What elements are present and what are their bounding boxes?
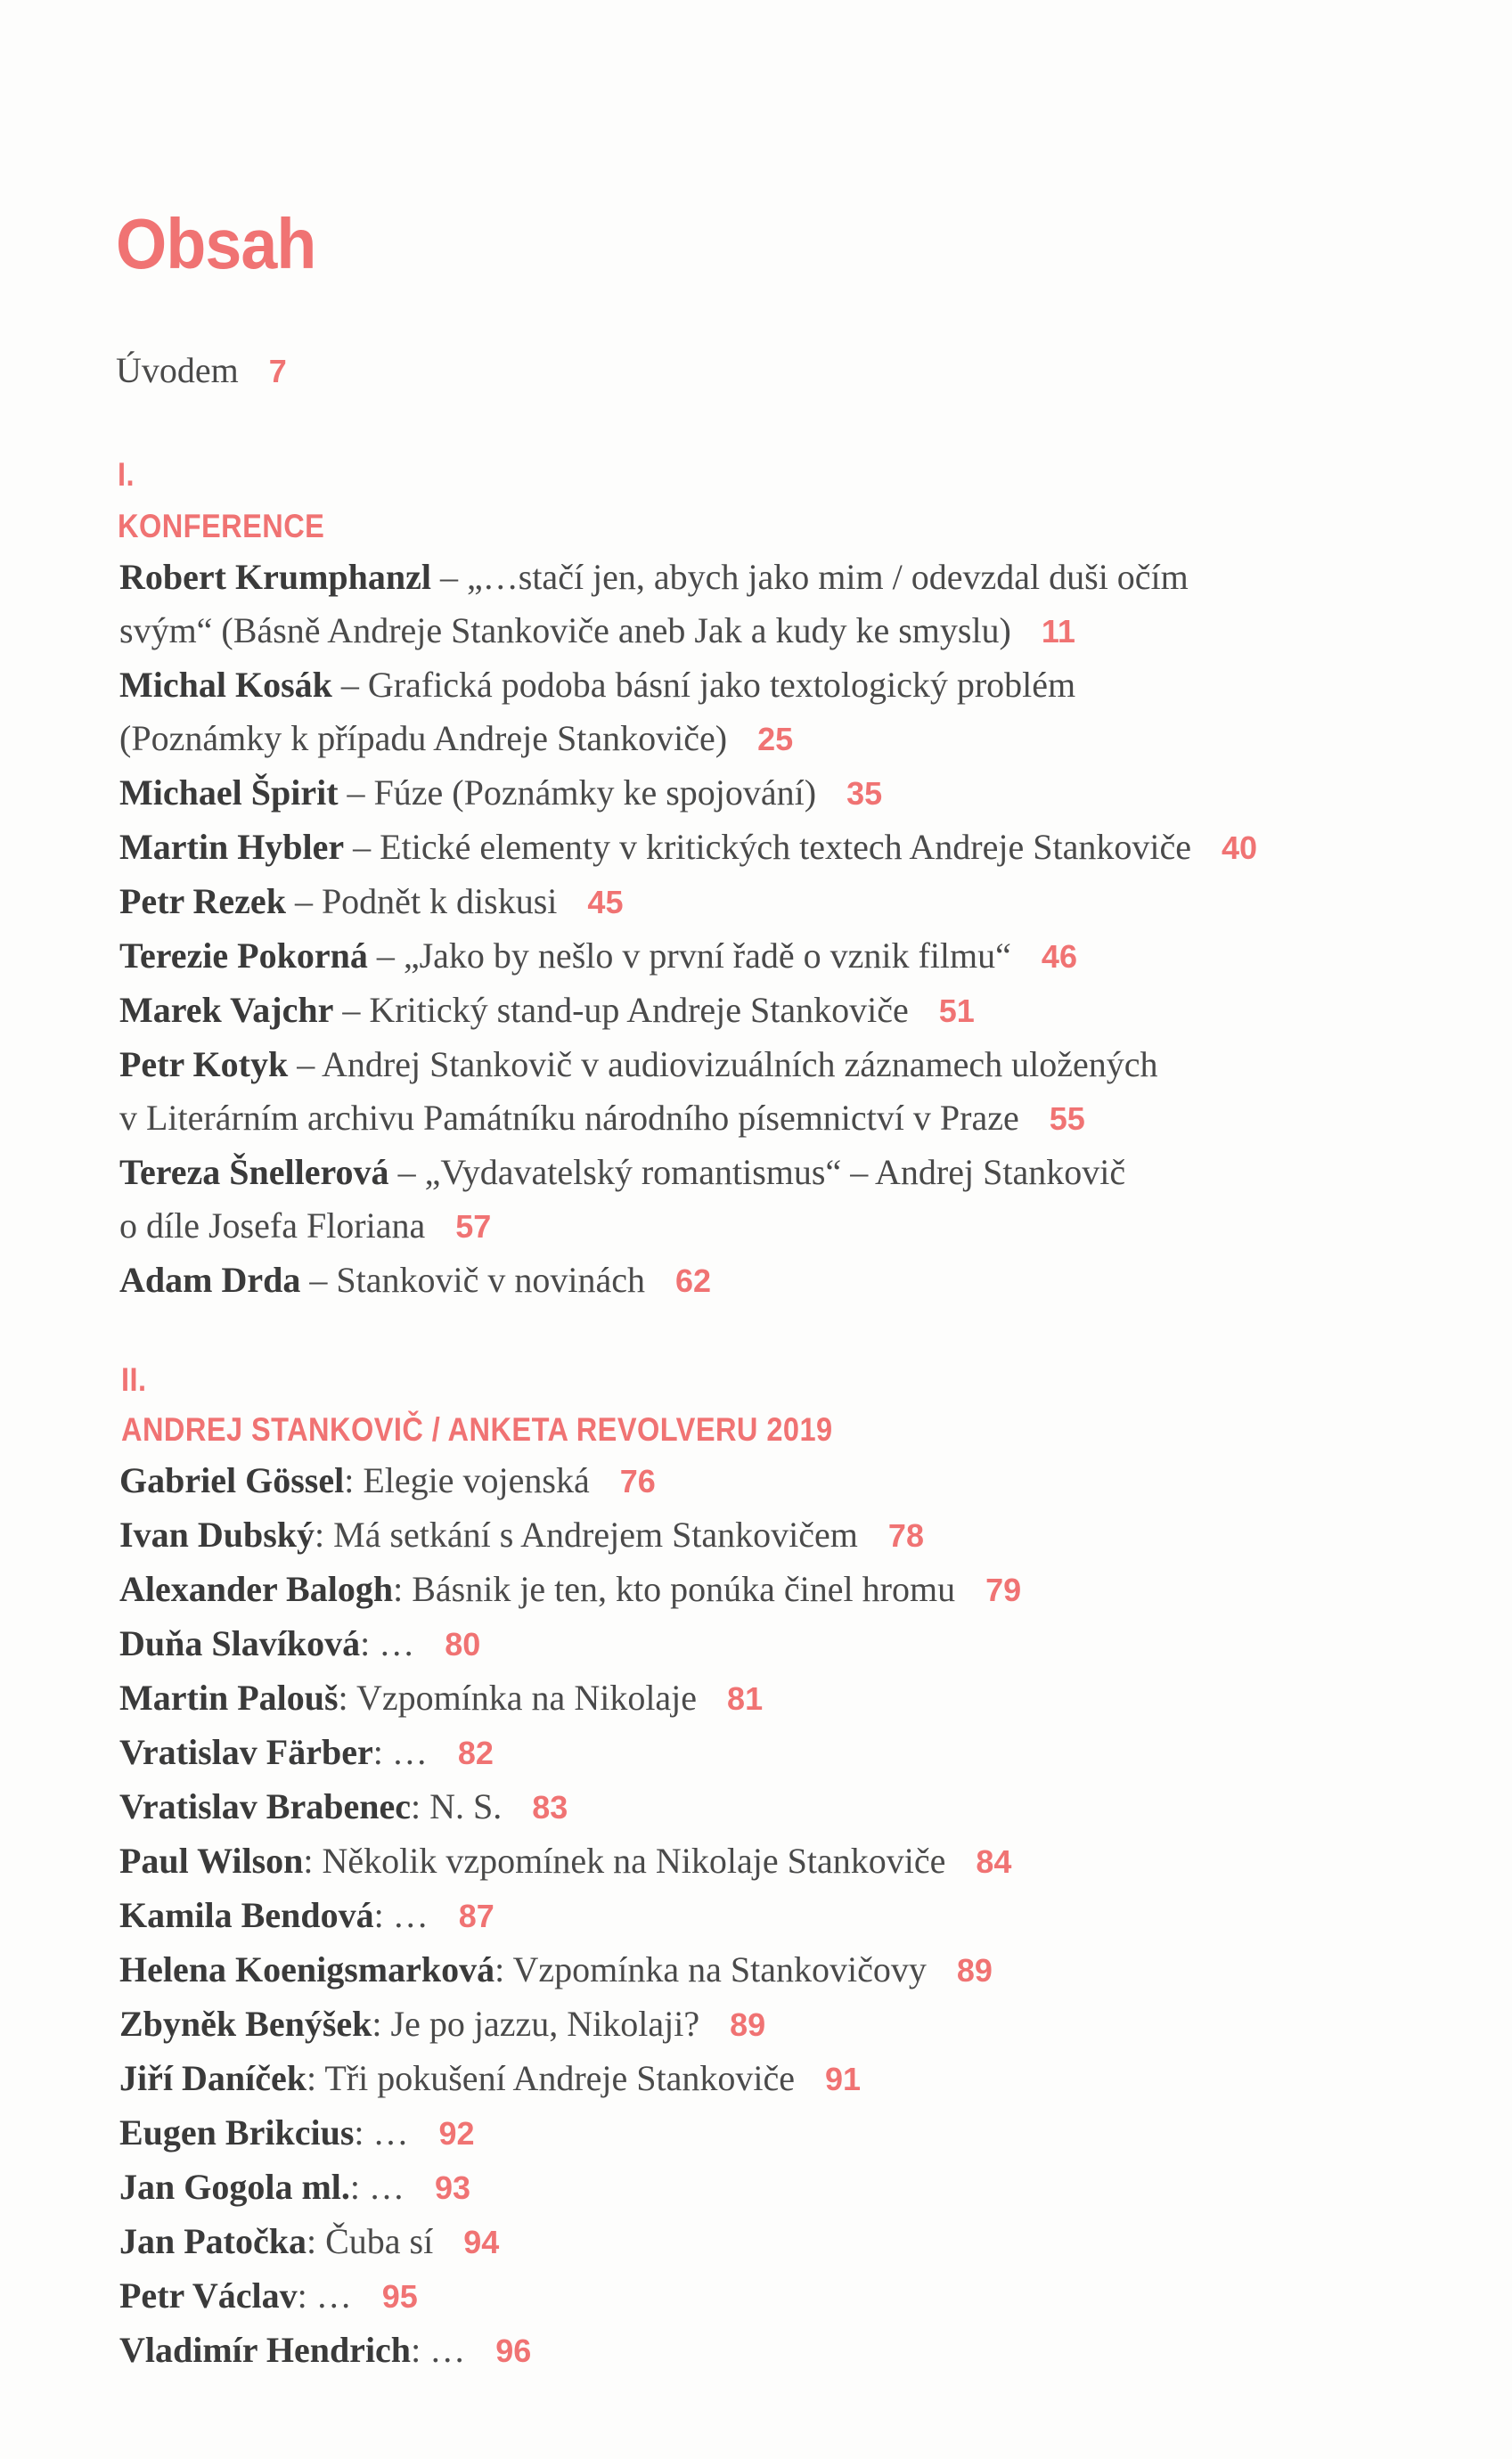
- entry-title: Tři pokušení Andreje Stankoviče: [324, 2058, 796, 2098]
- toc-entry[interactable]: [119, 658, 1257, 766]
- toc-entry[interactable]: [119, 2106, 1021, 2161]
- entry-separator: :: [338, 1678, 356, 1718]
- page-number: 92: [438, 2115, 475, 2152]
- page-number: 89: [730, 2006, 766, 2043]
- entry-title: …: [315, 2275, 352, 2316]
- entry-author: Kamila Bendová: [119, 1895, 374, 1935]
- entry-author: Duňa Slavíková: [119, 1623, 361, 1663]
- toc-entry[interactable]: [119, 1617, 1021, 1671]
- toc-entry[interactable]: [119, 1563, 1021, 1617]
- entry-author: Eugen Brikcius: [119, 2112, 355, 2153]
- entry-author: Martin Hybler: [119, 827, 345, 867]
- toc-entry[interactable]: [119, 1508, 1021, 1563]
- entry-separator: :: [411, 2330, 430, 2370]
- page-number: 80: [445, 1626, 481, 1662]
- entry-author: Vratislav Brabenec: [119, 1786, 411, 1826]
- entry-separator: :: [410, 1786, 430, 1826]
- entry-line: [119, 1726, 1021, 1780]
- entry-title: Elegie vojenská: [363, 1460, 590, 1500]
- entry-separator: –: [285, 881, 322, 921]
- entry-title: Stankovič v novinách: [336, 1260, 645, 1300]
- page-number: 7: [268, 353, 287, 389]
- page-number: 25: [757, 721, 794, 757]
- entry-separator: :: [494, 1949, 513, 1989]
- entry-title: N. S.: [429, 1786, 503, 1826]
- page-number: 35: [846, 775, 883, 812]
- toc-entry[interactable]: [119, 1943, 1021, 1997]
- entry-author: Michael Špirit: [119, 772, 339, 813]
- entry-title: …: [391, 1732, 428, 1772]
- entry-title: Podnět k diskusi: [321, 881, 558, 921]
- entry-title: Andrej Stankovič v audiovizuálních záznamech uložených: [322, 1044, 1158, 1084]
- entry-author: Alexander Balogh: [119, 1569, 394, 1609]
- page-number: 51: [938, 993, 975, 1029]
- entry-line: [119, 2052, 1021, 2106]
- toc-entry[interactable]: [119, 2215, 1021, 2269]
- section-number: I.: [118, 456, 135, 493]
- page-number: 81: [727, 1680, 764, 1717]
- entry-author: Tereza Šnellerová: [119, 1152, 389, 1192]
- entry-line: [119, 2324, 1021, 2378]
- toc-entry[interactable]: [119, 2161, 1021, 2215]
- toc-entry[interactable]: [119, 984, 1257, 1038]
- entry-title: …: [392, 1895, 429, 1935]
- page-number: 89: [956, 1952, 993, 1989]
- entry-author: Zbyněk Benýšek: [119, 2004, 372, 2044]
- entry-separator: –: [338, 772, 374, 813]
- entry-author: Jiří Daníček: [119, 2058, 306, 2098]
- entry-separator: –: [300, 1260, 337, 1300]
- toc-entry[interactable]: [119, 1454, 1021, 1508]
- page-number: 93: [435, 2169, 471, 2206]
- section-number: II.: [121, 1361, 147, 1398]
- entry-line: [119, 712, 1257, 766]
- entry-line: [119, 1508, 1021, 1563]
- entry-title: Je po jazzu, Nikolaji?: [390, 2004, 700, 2044]
- toc-entry[interactable]: [119, 766, 1257, 821]
- page-number: 84: [976, 1843, 1012, 1880]
- page-number: 76: [619, 1463, 656, 1499]
- entry-line: [119, 1997, 1021, 2052]
- page-number: 91: [825, 2061, 862, 2097]
- entry-title: Kritický stand-up Andreje Stankoviče: [369, 990, 909, 1030]
- entry-line: [119, 658, 1257, 712]
- toc-entry[interactable]: [119, 1254, 1257, 1308]
- entry-line: [119, 984, 1257, 1038]
- page-number: 55: [1049, 1100, 1085, 1137]
- entry-author: Michal Kosák: [119, 665, 332, 705]
- entry-title: Básnik je ten, kto ponúka činel hromu: [412, 1569, 956, 1609]
- entry-title: Má setkání s Andrejem Stankovičem: [333, 1515, 858, 1555]
- page-number: 45: [587, 884, 624, 920]
- entry-line: [119, 1889, 1021, 1943]
- entry-title: v Literárním archivu Památníku národního písemnictví v Praze: [119, 1098, 1019, 1138]
- entry-author: Vratislav Färber: [119, 1732, 373, 1772]
- entry-title: (Poznámky k případu Andreje Stankoviče): [119, 718, 728, 758]
- entry-title: „…stačí jen, abych jako mim / odevzdal duši očím: [467, 557, 1189, 597]
- toc-entry-intro[interactable]: [116, 349, 287, 391]
- entry-line: [119, 1254, 1257, 1308]
- entry-line: [119, 1780, 1021, 1834]
- entry-separator: :: [360, 1623, 380, 1663]
- entry-title: Úvodem: [116, 350, 239, 390]
- entry-separator: –: [431, 557, 467, 597]
- toc-entry[interactable]: [119, 1889, 1021, 1943]
- toc-entry[interactable]: [119, 1146, 1257, 1254]
- entry-line: [119, 875, 1257, 929]
- entry-separator: :: [344, 1460, 364, 1500]
- page-number: 62: [674, 1262, 711, 1299]
- entry-line: [119, 2269, 1021, 2324]
- entry-line: [119, 1617, 1021, 1671]
- entry-author: Paul Wilson: [119, 1841, 304, 1881]
- entry-line: [119, 929, 1257, 984]
- entry-separator: :: [372, 2004, 391, 2044]
- entry-line: [119, 2215, 1021, 2269]
- toc-entry[interactable]: [119, 2269, 1021, 2324]
- entry-author: Jan Gogola ml.: [119, 2167, 350, 2207]
- entry-separator: :: [303, 1841, 323, 1881]
- page-number: 40: [1221, 829, 1257, 866]
- entry-title: Vzpomínka na Nikolaje: [356, 1678, 698, 1718]
- entry-line: [119, 1563, 1021, 1617]
- entry-line: [119, 821, 1257, 875]
- entry-author: Petr Václav: [119, 2275, 298, 2316]
- toc-entry[interactable]: [119, 1834, 1021, 1889]
- toc-entry[interactable]: [119, 2324, 1021, 2378]
- entry-title: Grafická podoba básní jako textologický problém: [367, 665, 1076, 705]
- page-number: 11: [1041, 613, 1075, 649]
- entry-separator: :: [306, 2221, 326, 2261]
- entry-line: [119, 1038, 1257, 1091]
- page-number: 94: [463, 2224, 500, 2260]
- entry-title: …: [429, 2330, 466, 2370]
- entry-title: Fúze (Poznámky ke spojování): [373, 772, 817, 813]
- entry-author: Gabriel Gössel: [119, 1460, 345, 1500]
- page-number: 57: [455, 1208, 492, 1245]
- entry-line: [119, 1943, 1021, 1997]
- entry-author: Petr Kotyk: [119, 1044, 289, 1084]
- entry-separator: :: [354, 2112, 373, 2153]
- entry-title: …: [372, 2112, 409, 2153]
- toc-entry[interactable]: [119, 821, 1257, 875]
- toc-entry[interactable]: [119, 1671, 1021, 1726]
- entry-separator: :: [306, 2058, 325, 2098]
- entry-title: svým“ (Básně Andreje Stankoviče aneb Jak a kudy ke smyslu): [119, 610, 1011, 650]
- section-title: KONFERENCE: [118, 508, 325, 544]
- page-number: 82: [457, 1735, 494, 1771]
- page-number: 79: [985, 1572, 1022, 1608]
- entry-line: [119, 2161, 1021, 2215]
- entry-line: [119, 1834, 1021, 1889]
- entry-author: Jan Patočka: [119, 2221, 306, 2261]
- page-number: 95: [381, 2278, 418, 2315]
- toc-entry[interactable]: [119, 1038, 1257, 1146]
- entry-line: [119, 1091, 1257, 1146]
- toc-entry[interactable]: [119, 2052, 1021, 2106]
- entry-separator: –: [331, 665, 368, 705]
- entry-separator: :: [315, 1515, 334, 1555]
- entry-separator: –: [333, 990, 370, 1030]
- page-title: Obsah: [116, 204, 316, 283]
- entry-separator: –: [288, 1044, 323, 1084]
- entry-line: [119, 604, 1257, 658]
- toc-entry[interactable]: [119, 1997, 1021, 2052]
- entry-author: Adam Drda: [119, 1260, 301, 1300]
- entry-author: Martin Palouš: [119, 1678, 339, 1718]
- entry-author: Petr Rezek: [119, 881, 286, 921]
- entry-line: [119, 1146, 1257, 1199]
- page-number: 46: [1041, 938, 1077, 975]
- section-title: ANDREJ STANKOVIČ / ANKETA REVOLVERU 2019: [121, 1411, 833, 1448]
- page-number: 83: [532, 1789, 568, 1826]
- entry-author: Ivan Dubský: [119, 1515, 315, 1555]
- entry-separator: :: [393, 1569, 413, 1609]
- entry-separator: :: [349, 2167, 370, 2207]
- section-2-entries: [119, 1454, 1021, 2378]
- entry-separator: –: [388, 1152, 425, 1192]
- entry-line: [119, 1199, 1257, 1254]
- entry-title: Vzpomínka na Stankovičovy: [512, 1949, 927, 1989]
- entry-separator: –: [344, 827, 380, 867]
- entry-title: „Jako by nešlo v první řadě o vznik filmu“: [403, 935, 1011, 976]
- entry-separator: :: [297, 2275, 316, 2316]
- entry-title: o díle Josefa Floriana: [119, 1205, 426, 1246]
- entry-title: …: [369, 2167, 405, 2207]
- entry-title: Několik vzpomínek na Nikolaje Stankoviče: [322, 1841, 946, 1881]
- entry-separator: –: [367, 935, 404, 976]
- toc-entry[interactable]: [119, 1780, 1021, 1834]
- page-number: 78: [887, 1517, 924, 1554]
- toc-entry[interactable]: [119, 875, 1257, 929]
- toc-entry[interactable]: [119, 929, 1257, 984]
- entry-author: Terezie Pokorná: [119, 935, 368, 976]
- toc-entry[interactable]: [119, 551, 1257, 658]
- entry-author: Helena Koenigsmarková: [119, 1949, 495, 1989]
- entry-separator: :: [372, 1732, 392, 1772]
- entry-line: [119, 1454, 1021, 1508]
- page-number: 87: [458, 1898, 494, 1934]
- entry-line: [119, 1671, 1021, 1726]
- entry-line: [119, 551, 1257, 604]
- entry-line: [119, 766, 1257, 821]
- entry-author: Robert Krumphanzl: [119, 557, 431, 597]
- toc-entry[interactable]: [119, 1726, 1021, 1780]
- entry-separator: :: [373, 1895, 393, 1935]
- entry-author: Vladimír Hendrich: [119, 2330, 412, 2370]
- entry-line: [119, 2106, 1021, 2161]
- page-number: 96: [495, 2332, 532, 2369]
- entry-title: Etické elementy v kritických textech Andreje Stankoviče: [380, 827, 1191, 867]
- entry-title: „Vydavatelský romantismus“ – Andrej Stankovič: [424, 1152, 1126, 1192]
- entry-title: Čuba sí: [325, 2221, 434, 2261]
- section-1-entries: [119, 551, 1257, 1308]
- entry-title: …: [379, 1623, 415, 1663]
- entry-author: Marek Vajchr: [119, 990, 334, 1030]
